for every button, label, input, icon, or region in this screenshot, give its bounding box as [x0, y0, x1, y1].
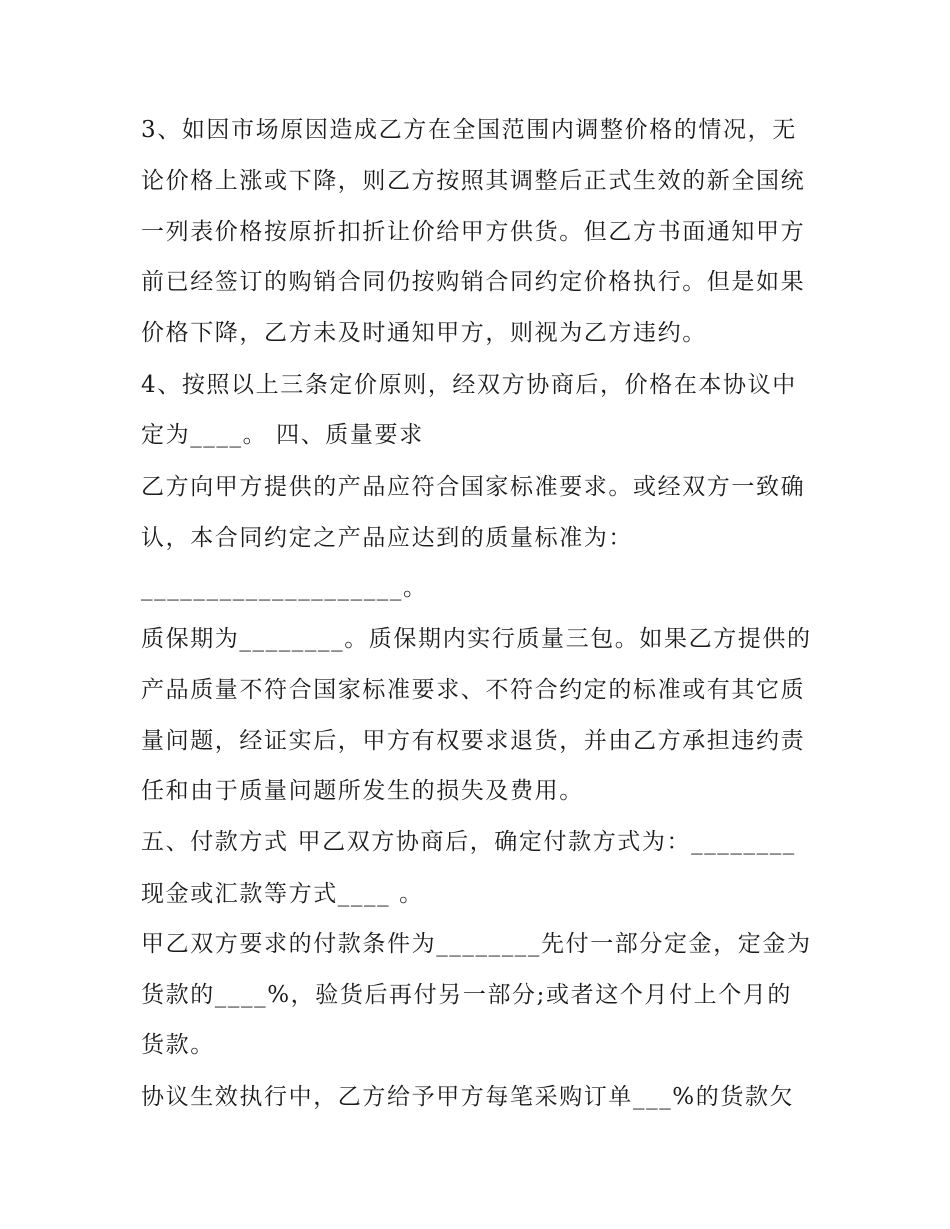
text-line: 量问题，经证实后，甲方有权要求退货，并由乙方承担违约责: [141, 728, 806, 754]
text-line: 前已经签订的购销合同仍按购销合同约定价格执行。但是如果: [141, 269, 806, 295]
text-line: 论价格上涨或下降，则乙方按照其调整后正式生效的新全国统: [141, 168, 806, 194]
text-line: 乙方向甲方提供的产品应符合国家标准要求。或经双方一致确: [141, 474, 806, 500]
text-line: 甲乙双方要求的付款条件为________先付一部分定金，定金为: [141, 931, 812, 957]
text-line: 任和由于质量问题所发生的损失及费用。: [141, 778, 584, 804]
text-line: 认，本合同约定之产品应达到的质量标准为：: [141, 525, 633, 551]
text-line: ____________________。: [141, 575, 428, 601]
text-line: 4、按照以上三条定价原则，经双方协商后，价格在本协议中: [141, 372, 797, 398]
text-line: 货款。: [141, 1032, 215, 1058]
text-line: 3、如因市场原因造成乙方在全国范围内调整价格的情况，无: [141, 117, 797, 143]
text-line: 质保期为________。质保期内实行质量三包。如果乙方提供的: [141, 626, 812, 652]
text-line: 协议生效执行中，乙方给予甲方每笔采购订单___%的货款欠: [141, 1084, 795, 1110]
text-line: 定为____。 四、质量要求: [141, 422, 424, 448]
text-line: 五、付款方式 甲乙双方协商后，确定付款方式为：________: [141, 829, 796, 855]
text-line: 现金或汇款等方式____ 。: [141, 881, 424, 907]
text-line: 货款的____%，验货后再付另一部分;或者这个月付上个月的: [141, 982, 793, 1008]
text-line: 一列表价格按原折扣折让价给甲方供货。但乙方书面通知甲方: [141, 219, 806, 245]
text-line: 价格下降，乙方未及时通知甲方，则视为乙方违约。: [141, 320, 707, 346]
text-line: 产品质量不符合国家标准要求、不符合约定的标准或有其它质: [141, 677, 806, 703]
